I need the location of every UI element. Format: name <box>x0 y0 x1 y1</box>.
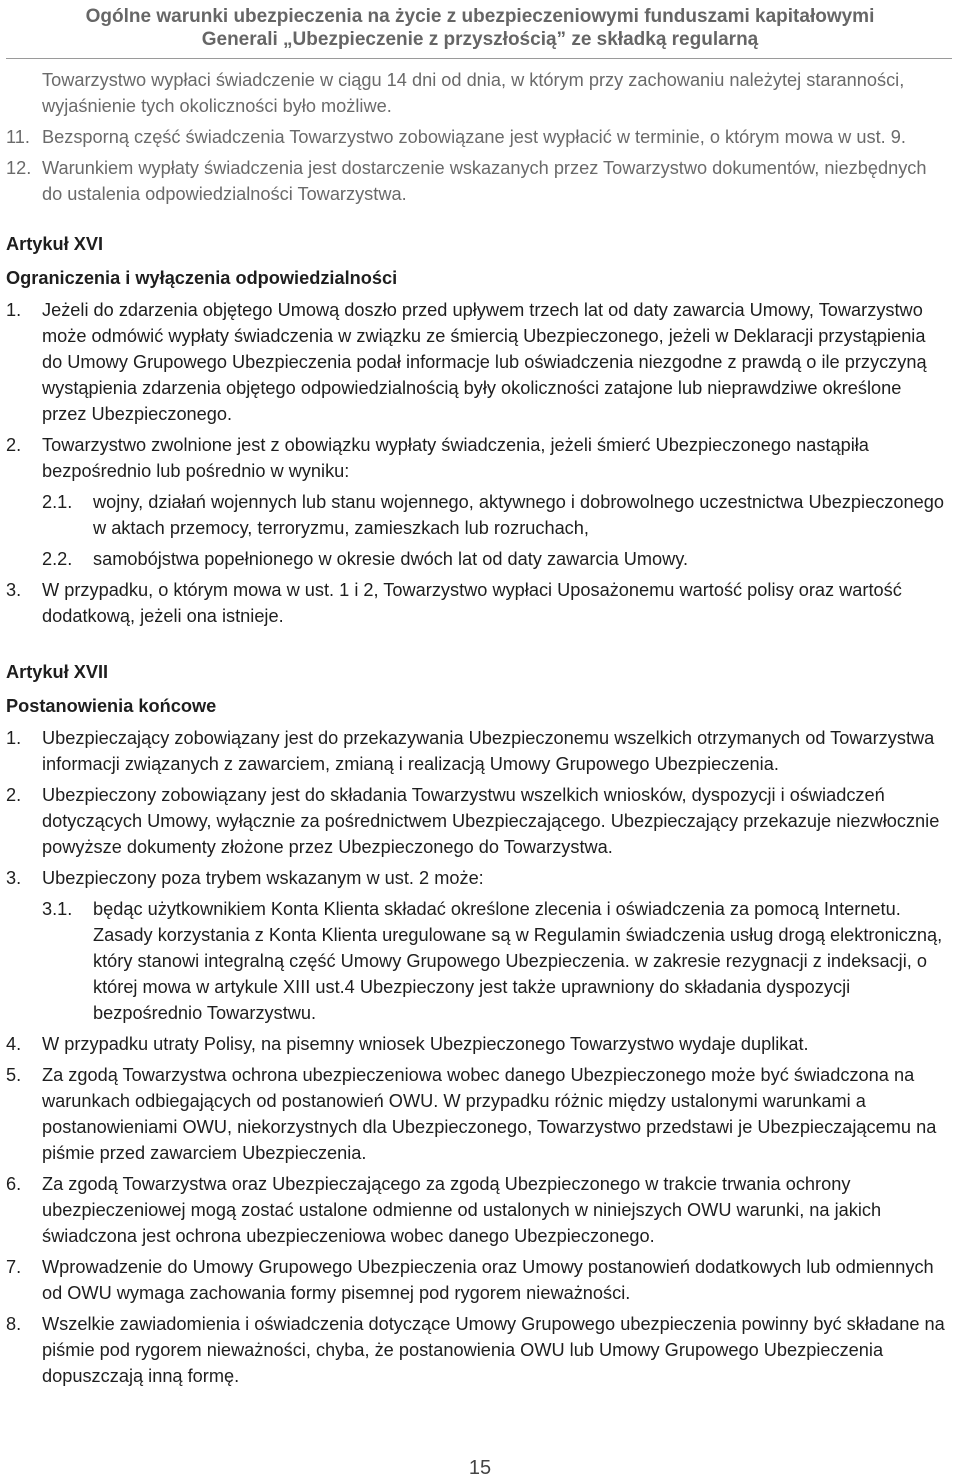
list-item-11 <box>6 124 946 150</box>
item-text: Za zgodą Towarzystwa ochrona ubezpieczeniowa wobec danego Ubezpieczonego może być świadczona na warunkach odbiegających od postanowień OWU. W przypadku różnic między ustalonymi warunkami a postanowieniami OWU, niekorzystnych dla Ubezpieczonego, Towarzystwo przedstawi je Ubezpieczającemu na piśmie przed zawarciem Ubezpieczenia. <box>42 1065 937 1163</box>
subitem-text: będąc użytkownikiem Konta Klienta składać określone zlecenia i oświadczenia za pomocą Internetu. Zasady korzystania z Konta Klienta uregulowane są w Regulamin świadczenia usług drogą elektroniczną, który stanowi integralną część Umowy Grupowego Ubezpieczenia. w zakresie rezygnacji z indeksacji, o której mowa w artykule XIII ust.4 Ubezpieczony jest także uprawniony do składania dyspozycji bezpośrednio Towarzystwu. <box>93 899 943 1023</box>
item-text: Jeżeli do zdarzenia objętego Umową doszło przed upływem trzech lat od daty zawarcia Umowy, Towarzystwo może odmówić wypłaty świadczenia w związku ze śmiercią Ubezpieczonego, jeżeli w Deklaracji przystąpienia do Umowy Grupowego Ubezpieczenia podał informacje lub oświadczenia niezgodne z prawdą o ile przyczyną wystąpienia zdarzenia objętego odpowiedzialnością były okoliczności zatajone lub nieprawdziwe określone przez Ubezpieczonego. <box>42 300 927 424</box>
art17-item-5 <box>6 1062 946 1166</box>
art17-item-1 <box>6 725 946 777</box>
article-17-subtitle: Postanowienia końcowe <box>6 696 217 716</box>
item-number: 5. <box>6 1065 22 1085</box>
item-text: Ubezpieczony zobowiązany jest do składania Towarzystwu wszelkich wniosków, dyspozycji i oświadczeń dotyczących Umowy, wyłącznie za pośrednictwem Ubezpieczającego. Ubezpieczający przekazuje niezwłocznie powyższe dokumenty złożone przez Ubezpieczonego do Towarzystwa. <box>42 785 940 857</box>
item-number: 1. <box>6 728 22 748</box>
subitem-number: 2.1. <box>42 492 73 512</box>
art16-item-3 <box>6 577 946 629</box>
item-number: 2. <box>6 785 22 805</box>
continuation-paragraph: Towarzystwo wypłaci świadczenie w ciągu 14 dni od dnia, w którym przy zachowaniu należytej staranności, wyjaśnienie tych okoliczności było możliwe. <box>42 70 905 116</box>
item-text: W przypadku, o którym mowa w ust. 1 i 2, Towarzystwo wypłaci Uposażonemu wartość polisy oraz wartość dodatkową, jeżeli ona istnieje. <box>42 580 902 626</box>
article-16-title: Artykuł XVI <box>6 234 104 254</box>
subitem-text: wojny, działań wojennych lub stanu wojennego, aktywnego i dobrowolnego uczestnictwa Ubezpieczonego w aktach przemocy, terroryzmu, zamieszkach lub rozruchach, <box>93 492 944 538</box>
art17-item-7 <box>6 1254 946 1306</box>
list-item-12 <box>6 155 946 207</box>
item-number: 11. <box>6 127 30 147</box>
art17-item-6 <box>6 1171 946 1249</box>
item-number: 1. <box>6 300 22 320</box>
item-number: 4. <box>6 1034 22 1054</box>
art17-item-4 <box>6 1031 946 1057</box>
subitem-text: samobójstwa popełnionego w okresie dwóch lat od daty zawarcia Umowy. <box>93 549 689 569</box>
art17-item-2 <box>6 782 946 860</box>
item-number: 3. <box>6 580 22 600</box>
header-divider <box>6 58 952 59</box>
art17-subitem-3-1 <box>6 896 946 1026</box>
art16-item-1 <box>6 297 946 427</box>
item-text: W przypadku utraty Polisy, na pisemny wniosek Ubezpieczonego Towarzystwo wydaje duplikat. <box>42 1034 809 1054</box>
art16-item-2 <box>6 432 946 484</box>
art17-item-3 <box>6 865 946 891</box>
item-text: Ubezpieczony poza trybem wskazanym w ust. 2 może: <box>42 868 484 888</box>
item-number: 8. <box>6 1314 22 1334</box>
item-number: 2. <box>6 435 22 455</box>
header-title-line1: Ogólne warunki ubezpieczenia na życie z ubezpieczeniowymi funduszami kapitałowymi <box>85 6 875 27</box>
page-number: 15 <box>468 1457 492 1479</box>
item-text: Wszelkie zawiadomienia i oświadczenia dotyczące Umowy Grupowego ubezpieczenia powinny być składane na piśmie pod rygorem nieważności, chyba, że postanowienia OWU lub Umowy Grupowego Ubezpieczenia dopuszczają inną formę. <box>42 1314 945 1386</box>
item-number: 6. <box>6 1174 22 1194</box>
item-text: Ubezpieczający zobowiązany jest do przekazywania Ubezpieczonemu wszelkich otrzymanych od Towarzystwa informacji związanych z zawarciem, zmianą i realizacją Umowy Grupowego Ubezpieczenia. <box>42 728 935 774</box>
art16-subitem-2-2 <box>6 546 946 572</box>
article-16-subtitle: Ograniczenia i wyłączenia odpowiedzialności <box>6 268 398 288</box>
item-text: Bezsporną część świadczenia Towarzystwo zobowiązane jest wypłacić w terminie, o którym mowa w ust. 9. <box>42 127 906 147</box>
subitem-number: 3.1. <box>42 899 73 919</box>
document-body <box>6 67 946 1389</box>
header-title-line2: Generali „Ubezpieczenie z przyszłością” ze składką regularną <box>201 29 759 50</box>
item-text: Warunkiem wypłaty świadczenia jest dostarczenie wskazanych przez Towarzystwo dokumentów, niezbędnych do ustalenia odpowiedzialności Towarzystwa. <box>42 158 927 204</box>
item-text: Wprowadzenie do Umowy Grupowego Ubezpieczenia oraz Umowy postanowień dodatkowych lub odmiennych od OWU wymaga zachowania formy pisemnej pod rygorem nieważności. <box>42 1257 934 1303</box>
subitem-number: 2.2. <box>42 549 73 569</box>
item-number: 7. <box>6 1257 22 1277</box>
art16-subitem-2-1 <box>6 489 946 541</box>
item-number: 12. <box>6 158 32 178</box>
article-17-title: Artykuł XVII <box>6 662 109 682</box>
item-text: Towarzystwo zwolnione jest z obowiązku wypłaty świadczenia, jeżeli śmierć Ubezpieczonego nastąpiła bezpośrednio lub pośrednio w wyniku: <box>42 435 869 481</box>
document-header <box>0 0 960 63</box>
art17-item-8 <box>6 1311 946 1389</box>
item-number: 3. <box>6 868 22 888</box>
item-text: Za zgodą Towarzystwa oraz Ubezpieczającego za zgodą Ubezpieczonego w trakcie trwania ochrony ubezpieczeniowej mogą zostać ustalone odmienne od ustalonych w niniejszych OWU warunki, na jakich świadczona jest ochrona ubezpieczeniowa wobec danego Ubezpieczonego. <box>42 1174 882 1246</box>
